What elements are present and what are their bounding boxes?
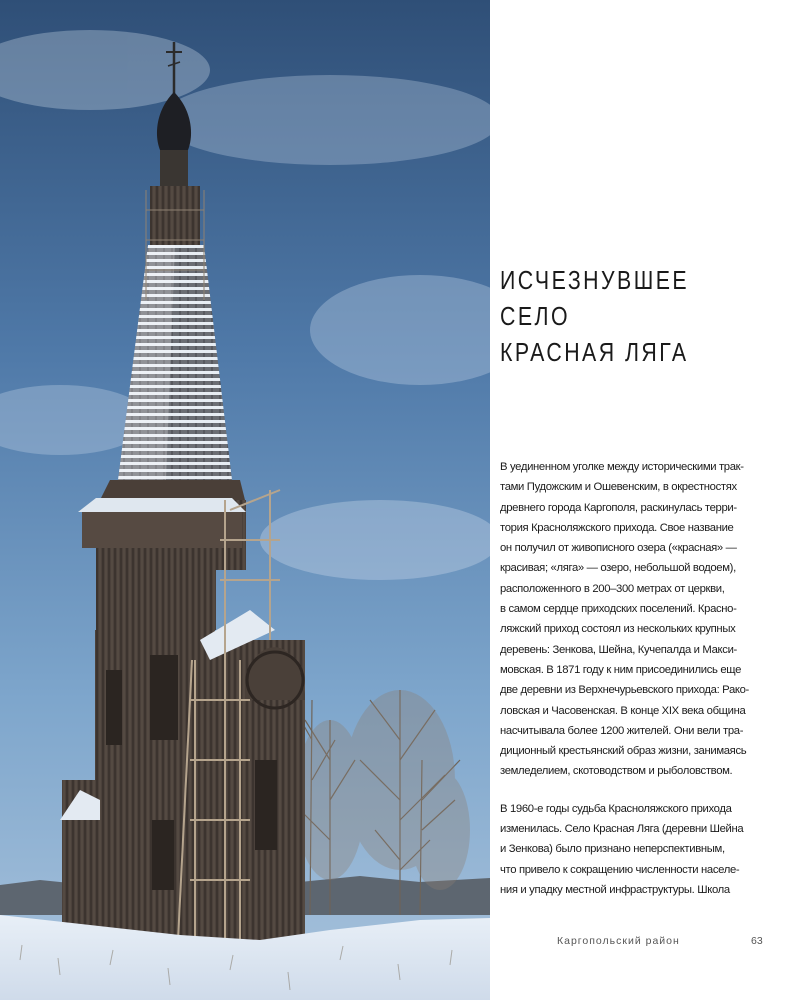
text-line: изменилась. Село Красная Ляга (деревни Шейна — [500, 823, 744, 836]
text-line: земледелием, скотоводством и рыболовством. — [500, 765, 733, 778]
page-number: 63 — [751, 935, 763, 947]
text-line: ния и упадку местной инфраструктуры. Школа — [500, 883, 730, 896]
running-footer: Каргопольский район — [557, 935, 680, 947]
text-line: в самом сердце приходских поселений. Красно- — [500, 603, 737, 616]
text-line: мовская. В 1871 году к ним присоединились еще — [500, 663, 742, 676]
text-line: тами Пудожским и Ошевенским, в окрестностях — [500, 481, 737, 494]
title-line: КРАСНАЯ ЛЯГА — [500, 337, 689, 367]
article-title — [500, 262, 713, 370]
title-line: ИСЧЕЗНУВШЕЕ — [500, 265, 690, 295]
text-line: диционный крестьянский образ жизни, занимаясь — [500, 745, 747, 758]
title-line: СЕЛО — [500, 301, 571, 331]
article-body — [500, 457, 749, 917]
text-line: насчитывала более 1200 жителей. Они вели тра- — [500, 724, 744, 737]
text-line: тория Красноляжского прихода. Свое название — [500, 521, 734, 534]
text-line: две деревни из Верхнечурьевского прихода: Рако- — [500, 684, 749, 697]
text-line: расположенного в 200–300 метрах от церкви, — [500, 582, 725, 595]
text-line: красивая; «ляга» — озеро, небольшой водоем), — [500, 562, 736, 575]
text-line: и Зенкова) было признано неперспективным, — [500, 843, 725, 856]
paragraph — [500, 799, 744, 900]
text-line: древнего города Каргополя, раскинулась терри- — [500, 501, 737, 514]
text-line: что привело к сокращению численности населе- — [500, 863, 740, 876]
text-line: ловская и Часовенская. В конце XIX века община — [500, 704, 746, 717]
text-line: В уединенном уголке между историческими трак- — [500, 461, 744, 473]
text-line: деревень: Зенкова, Шейна, Кучепалда и Макси- — [500, 643, 737, 656]
paragraph — [500, 457, 749, 782]
text-line: ляжский приход состоял из нескольких крупных — [500, 623, 736, 636]
text-line: он получил от живописного озера («красная» — — [500, 542, 737, 555]
text-line: В 1960-е годы судьба Красноляжского прихода — [500, 802, 732, 815]
